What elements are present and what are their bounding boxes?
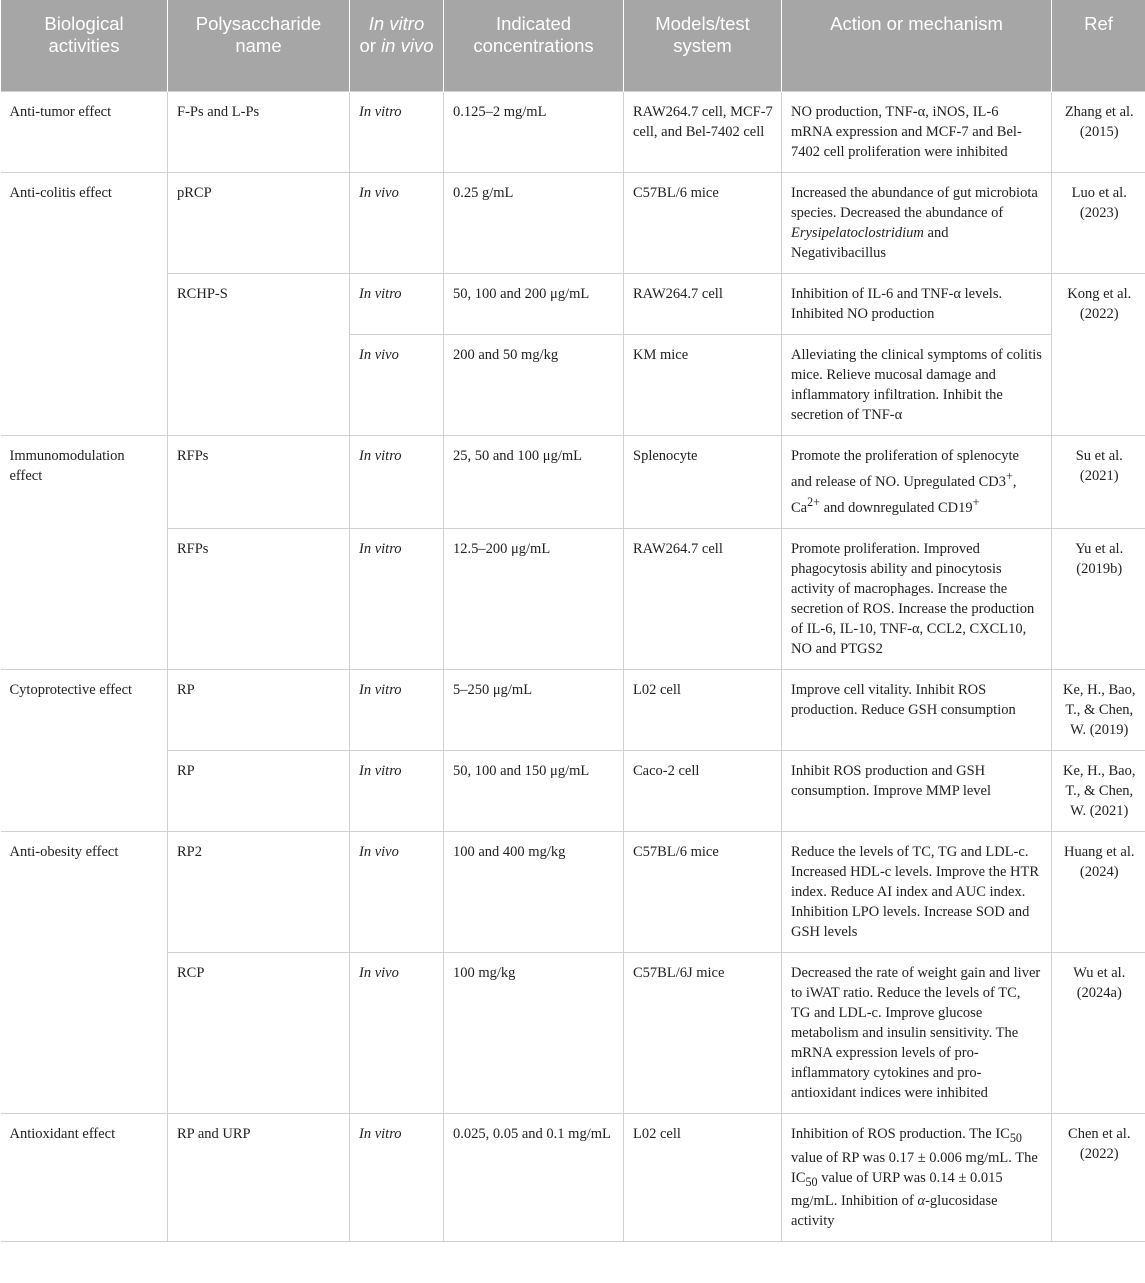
concentration-cell: 0.25 g/mL xyxy=(444,173,624,274)
name-cell: RP xyxy=(168,750,350,831)
header-in-vitro-or-in-vivo xyxy=(350,0,444,92)
table-row xyxy=(1,92,1145,173)
mechanism-cell: Decreased the rate of weight gain and liver to iWAT ratio. Reduce the levels of TC, TG and LDL-c. Improve glucose metabolism and insulin sensitivity. The mRNA expression levels of pro-inflammatory cytokines and pro-antioxidant indices were inhibited xyxy=(782,952,1052,1113)
mechanism-italic-text: α xyxy=(917,1193,926,1210)
mechanism-cell xyxy=(782,173,1052,274)
activity-cell: Immunomodulation effect xyxy=(1,436,168,670)
model-cell: RAW264.7 cell, MCF-7 cell, and Bel-7402 cell xyxy=(624,92,782,173)
concentration-cell: 200 and 50 mg/kg xyxy=(444,335,624,436)
name-cell: RP xyxy=(168,669,350,750)
model-cell: C57BL/6 mice xyxy=(624,173,782,274)
mode-cell: In vitro xyxy=(350,436,444,529)
mechanism-cell: Reduce the levels of TC, TG and LDL-c. Increased HDL-c levels. Improve the HTR index. Reduce AI index and AUC index. Inhibition LPO levels. Increase SOD and GSH levels xyxy=(782,831,1052,952)
mode-cell: In vitro xyxy=(350,274,444,335)
ref-cell: Kong et al. (2022) xyxy=(1052,274,1145,436)
superscript: + xyxy=(972,494,980,509)
ref-cell: Huang et al. (2024) xyxy=(1052,831,1145,952)
mechanism-text: value of URP was 0.14 ± 0.015 mg/mL. Inhibition of xyxy=(791,1169,1003,1210)
mode-cell: In vitro xyxy=(350,750,444,831)
concentration-cell: 100 mg/kg xyxy=(444,952,624,1113)
mode-cell: In vitro xyxy=(350,92,444,173)
header-models: Models/test system xyxy=(624,0,782,92)
model-cell: L02 cell xyxy=(624,669,782,750)
mechanism-text: Promote the proliferation of splenocyte and release of NO. Upregulated CD3 xyxy=(791,448,1019,490)
mechanism-cell: Promote proliferation. Improved phagocytosis ability and pinocytosis activity of macrophages. Increase the secretion of ROS. Increase the production of IL-6, IL-10, TNF-α, CCL2, CXCL10, NO and PTGS2 xyxy=(782,528,1052,669)
concentration-cell: 0.025, 0.05 and 0.1 mg/mL xyxy=(444,1113,624,1242)
model-cell: C57BL/6 mice xyxy=(624,831,782,952)
activity-cell: Anti-tumor effect xyxy=(1,92,168,173)
subscript: 50 xyxy=(805,1174,818,1189)
table-row xyxy=(1,669,1145,750)
mode-cell: In vivo xyxy=(350,952,444,1113)
table-row xyxy=(1,750,1145,831)
table-row xyxy=(1,274,1145,335)
concentration-cell: 25, 50 and 100 μg/mL xyxy=(444,436,624,529)
table-row xyxy=(1,952,1145,1113)
header-concentrations: Indicated concentrations xyxy=(444,0,624,92)
superscript: + xyxy=(1006,469,1013,483)
name-cell: RFPs xyxy=(168,436,350,529)
concentration-cell: 5–250 μg/mL xyxy=(444,669,624,750)
mechanism-text: Inhibition of ROS production. The IC xyxy=(791,1125,1010,1142)
mechanism-cell: Alleviating the clinical symptoms of colitis mice. Relieve mucosal damage and inflammatory infiltration. Inhibit the secretion of TNF-α xyxy=(782,335,1052,436)
name-cell: RP and URP xyxy=(168,1113,350,1242)
header-polysaccharide-name: Polysaccharide name xyxy=(168,0,350,92)
name-cell: RCHP-S xyxy=(168,274,350,436)
mode-cell: In vitro xyxy=(350,669,444,750)
mechanism-text: and Negativibacillus xyxy=(791,225,949,261)
ref-cell: Luo et al. (2023) xyxy=(1052,173,1145,274)
ref-cell: Zhang et al. (2015) xyxy=(1052,92,1145,173)
concentration-cell: 100 and 400 mg/kg xyxy=(444,831,624,952)
mode-cell: In vivo xyxy=(350,335,444,436)
header-mechanism: Action or mechanism xyxy=(782,0,1052,92)
mechanism-text: Increased the abundance of gut microbiota species. Decreased the abundance of xyxy=(791,185,1038,221)
concentration-cell: 50, 100 and 200 μg/mL xyxy=(444,274,624,335)
mechanism-cell xyxy=(782,436,1052,529)
table-row xyxy=(1,173,1145,274)
model-cell: L02 cell xyxy=(624,1113,782,1242)
table-row xyxy=(1,436,1145,529)
mode-cell: In vitro xyxy=(350,1113,444,1242)
ref-cell: Ke, H., Bao, T., & Chen, W. (2019) xyxy=(1052,669,1145,750)
header-or-text: or xyxy=(359,35,376,56)
mechanism-cell: Inhibition of IL-6 and TNF-α levels. Inhibited NO production xyxy=(782,274,1052,335)
ref-cell: Ke, H., Bao, T., & Chen, W. (2021) xyxy=(1052,750,1145,831)
name-cell: F-Ps and L-Ps xyxy=(168,92,350,173)
activity-cell: Anti-obesity effect xyxy=(1,831,168,1113)
name-cell: RP2 xyxy=(168,831,350,952)
mechanism-text: , Ca xyxy=(791,473,1017,516)
mechanism-cell: Improve cell vitality. Inhibit ROS production. Reduce GSH consumption xyxy=(782,669,1052,750)
table-row xyxy=(1,528,1145,669)
name-cell: RFPs xyxy=(168,528,350,669)
ref-cell: Yu et al. (2019b) xyxy=(1052,528,1145,669)
model-cell: C57BL/6J mice xyxy=(624,952,782,1113)
mode-cell: In vivo xyxy=(350,173,444,274)
mechanism-text: -glucosidase activity xyxy=(791,1193,998,1230)
name-cell: RCP xyxy=(168,952,350,1113)
name-cell: pRCP xyxy=(168,173,350,274)
model-cell: RAW264.7 cell xyxy=(624,274,782,335)
table-row xyxy=(1,1113,1145,1242)
mechanism-cell xyxy=(782,1113,1052,1242)
superscript: 2+ xyxy=(807,494,820,509)
activity-cell: Anti-colitis effect xyxy=(1,173,168,436)
header-in-vivo-text: in vivo xyxy=(381,35,434,56)
activity-cell: Cytoprotective effect xyxy=(1,669,168,831)
ref-cell: Su et al. (2021) xyxy=(1052,436,1145,529)
model-cell: Caco-2 cell xyxy=(624,750,782,831)
mode-cell: In vivo xyxy=(350,831,444,952)
concentration-cell: 12.5–200 μg/mL xyxy=(444,528,624,669)
header-activities: Biological activities xyxy=(1,0,168,92)
model-cell: RAW264.7 cell xyxy=(624,528,782,669)
mechanism-cell: Inhibit ROS production and GSH consumption. Improve MMP level xyxy=(782,750,1052,831)
model-cell: Splenocyte xyxy=(624,436,782,529)
concentration-cell: 50, 100 and 150 μg/mL xyxy=(444,750,624,831)
ref-cell: Chen et al. (2022) xyxy=(1052,1113,1145,1242)
ref-cell: Wu et al. (2024a) xyxy=(1052,952,1145,1113)
subscript: 50 xyxy=(1009,1130,1022,1145)
activity-cell: Antioxidant effect xyxy=(1,1113,168,1242)
model-cell: KM mice xyxy=(624,335,782,436)
table-row xyxy=(1,831,1145,952)
mechanism-text: and downregulated CD19 xyxy=(819,499,973,516)
concentration-cell: 0.125–2 mg/mL xyxy=(444,92,624,173)
mechanism-text: value of RP was 0.17 ± 0.006 mg/mL. The IC xyxy=(791,1149,1038,1186)
header-ref: Ref xyxy=(1052,0,1145,92)
mechanism-italic-text: Erysipelatoclostridium xyxy=(791,225,924,241)
mechanism-cell: NO production, TNF-α, iNOS, IL-6 mRNA expression and MCF-7 and Bel-7402 cell proliferation were inhibited xyxy=(782,92,1052,173)
header-in-vitro-text: In vitro xyxy=(368,13,425,34)
mode-cell: In vitro xyxy=(350,528,444,669)
header-row xyxy=(1,0,1145,92)
